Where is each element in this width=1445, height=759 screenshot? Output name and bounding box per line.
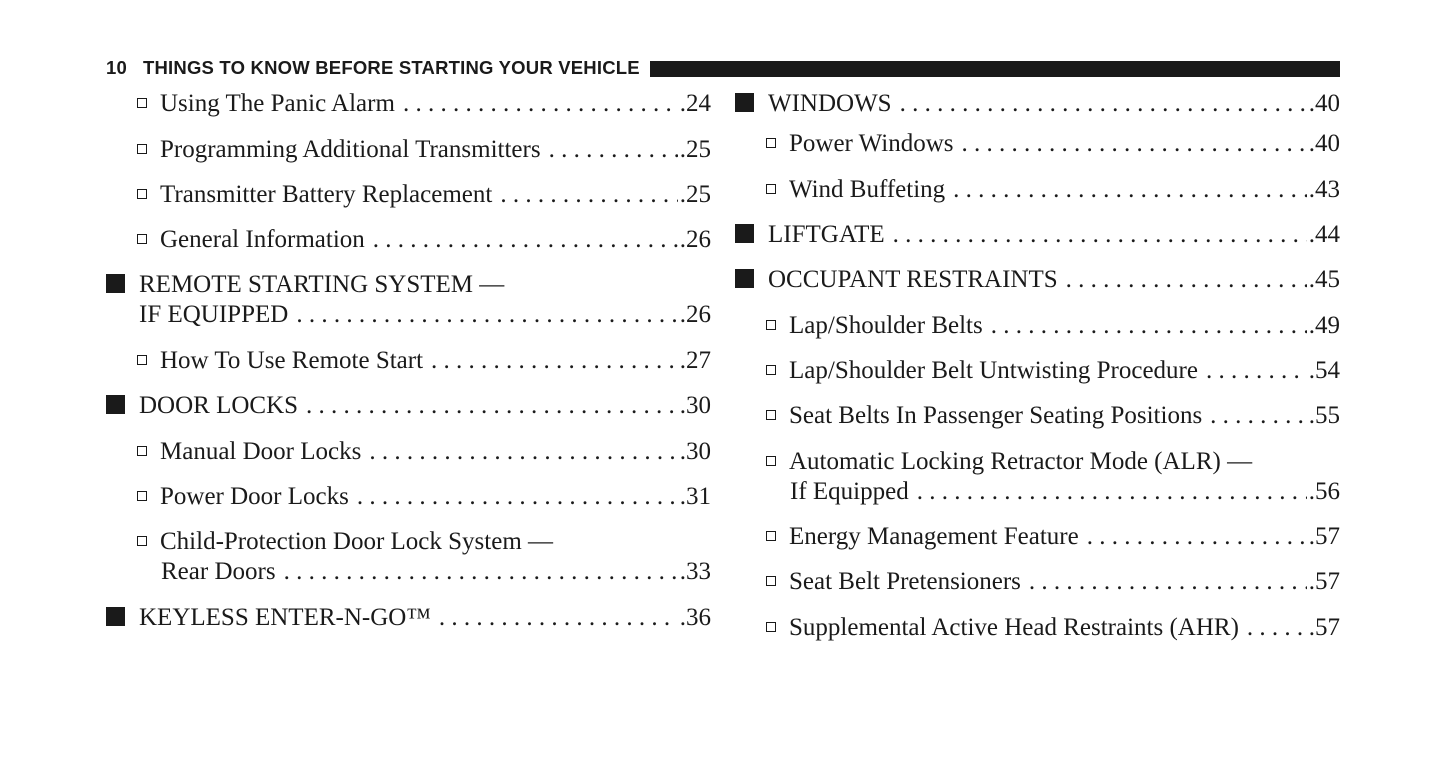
entry-page-number: .57 [1308,568,1340,595]
toc-entry-line [735,568,1340,598]
dot-leader [365,226,678,254]
dot-leader [945,176,1307,204]
dot-leader [1239,614,1307,642]
toc-entry[interactable] [106,181,711,211]
checkbox-bullet-icon [766,320,776,330]
dot-leader [276,558,678,586]
entry-title: Power Windows [789,130,954,157]
page-header [106,57,1340,79]
entry-page-number: .57 [1308,614,1340,641]
toc-entry-line [735,357,1340,387]
toc-entry-line [735,402,1340,432]
toc-entry-line [735,221,1340,251]
entry-title: General Information [160,226,365,253]
entry-page-number: .25 [679,136,711,163]
toc-entry[interactable] [106,226,711,256]
dot-leader [349,483,678,511]
toc-entry[interactable] [735,402,1340,432]
toc-entry-line [106,136,711,166]
toc-entry-line [735,130,1340,160]
toc-entry-line [735,478,1340,508]
dot-leader [431,604,678,632]
entry-page-number: .30 [679,438,711,465]
toc-entry[interactable] [735,448,1340,508]
section-bullet-icon [735,269,754,288]
dot-leader [298,392,678,420]
entry-title: Using The Panic Alarm [160,90,395,117]
toc-entry-line [106,347,711,377]
dot-leader [395,90,678,118]
entry-title: Lap/Shoulder Belts [789,312,983,339]
dot-leader [892,90,1307,118]
toc-entry-line [735,266,1340,296]
toc-entry[interactable] [106,438,711,468]
entry-title: Automatic Locking Retractor Mode (ALR) — [789,448,1253,475]
toc-entry-line [106,558,711,588]
checkbox-bullet-icon [137,446,147,456]
section-bullet-icon [106,274,125,293]
toc-entry[interactable] [106,604,711,634]
dot-leader [983,312,1307,340]
entry-title: DOOR LOCKS [139,392,299,419]
toc-entry[interactable] [735,221,1340,251]
toc-entry[interactable] [106,271,711,331]
toc-entry[interactable] [735,312,1340,342]
checkbox-bullet-icon [137,536,147,546]
entry-page-number: .26 [679,301,711,328]
dot-leader [541,136,678,164]
entry-page-number: .45 [1308,266,1340,293]
toc-entry-line [735,614,1340,644]
dot-leader [1198,357,1307,385]
toc-entry[interactable] [106,347,711,377]
entry-page-number: .26 [679,226,711,253]
entry-title: Wind Buffeting [789,176,946,203]
entry-title: How To Use Remote Start [160,347,424,374]
dot-leader [885,221,1307,249]
dot-leader [1079,523,1307,551]
checkbox-bullet-icon [137,355,147,365]
header-rule-bar [650,61,1340,77]
checkbox-bullet-icon [137,234,147,244]
entry-page-number: .55 [1308,402,1340,429]
toc-entry-line [106,438,711,468]
dot-leader [423,347,678,375]
toc-entry-line [735,448,1340,478]
section-bullet-icon [735,224,754,243]
entry-title-continued: If Equipped [790,478,909,505]
entry-title-continued: IF EQUIPPED [139,301,289,328]
toc-entry[interactable] [106,90,711,120]
checkbox-bullet-icon [137,189,147,199]
checkbox-bullet-icon [766,622,776,632]
checkbox-bullet-icon [137,144,147,154]
dot-leader [492,181,677,209]
entry-page-number: .25 [679,181,711,208]
entry-title-continued: Rear Doors [161,558,276,585]
toc-entry-line [735,312,1340,342]
entry-page-number: .49 [1308,312,1340,339]
toc-entry[interactable] [735,568,1340,598]
checkbox-bullet-icon [766,456,776,466]
dot-leader [1058,266,1307,294]
toc-entry[interactable] [735,523,1340,553]
toc-entry-line [106,392,711,422]
entry-page-number: .27 [679,347,711,374]
entry-title: Power Door Locks [160,483,349,510]
toc-entry-line [106,181,711,211]
toc-entry[interactable] [106,136,711,166]
toc-entry-line [735,90,1340,120]
dot-leader [954,130,1307,158]
entry-page-number: .36 [679,604,711,631]
toc-entry[interactable] [735,357,1340,387]
dot-leader [288,301,677,329]
entry-title: KEYLESS ENTER-N-GO™ [139,604,431,631]
dot-leader [1021,568,1307,596]
toc-entry-line [735,523,1340,553]
toc-entry-line [106,604,711,634]
entry-title: Seat Belt Pretensioners [789,568,1021,595]
entry-title: Transmitter Battery Replacement [160,181,493,208]
toc-entry[interactable] [735,614,1340,644]
checkbox-bullet-icon [766,138,776,148]
entry-page-number: .24 [679,90,711,117]
entry-title: Supplemental Active Head Restraints (AHR) [789,614,1239,641]
toc-entry[interactable] [735,266,1340,296]
entry-page-number: .43 [1308,176,1340,203]
section-bullet-icon [106,395,125,414]
toc-entry-line [106,271,711,301]
checkbox-bullet-icon [766,365,776,375]
entry-title: Programming Additional Transmitters [160,136,541,163]
toc-entry[interactable] [106,483,711,513]
entry-page-number: .33 [679,558,711,585]
checkbox-bullet-icon [137,491,147,501]
section-title: THINGS TO KNOW BEFORE STARTING YOUR VEHICLE [142,57,640,78]
entry-page-number: .30 [679,392,711,419]
page-number: 10 [106,57,127,78]
dot-leader [909,478,1307,506]
entry-page-number: .56 [1308,478,1340,505]
toc-entry[interactable] [735,90,1340,120]
checkbox-bullet-icon [766,410,776,420]
entry-title: Manual Door Locks [160,438,362,465]
entry-title: LIFTGATE [768,221,885,248]
toc-entry-line [106,226,711,256]
entry-title: REMOTE STARTING SYSTEM — [139,271,505,298]
entry-page-number: .40 [1308,90,1340,117]
checkbox-bullet-icon [137,98,147,108]
section-bullet-icon [106,607,125,626]
toc-entry-line [735,176,1340,206]
toc-entry-line [106,301,711,331]
checkbox-bullet-icon [766,576,776,586]
toc-entry[interactable] [735,176,1340,206]
entry-page-number: .57 [1308,523,1340,550]
checkbox-bullet-icon [766,184,776,194]
checkbox-bullet-icon [766,531,776,541]
entry-title: Energy Management Feature [789,523,1079,550]
toc-entry-line [106,483,711,513]
toc-entry-line [106,528,711,558]
entry-title: Lap/Shoulder Belt Untwisting Procedure [789,357,1198,384]
entry-page-number: .44 [1308,221,1340,248]
dot-leader [1202,402,1307,430]
entry-title: WINDOWS [768,90,892,117]
section-bullet-icon [735,93,754,112]
entry-title: Child-Protection Door Lock System — [160,528,554,555]
entry-page-number: .40 [1308,130,1340,157]
entry-page-number: .31 [679,483,711,510]
toc-entry[interactable] [735,130,1340,160]
dot-leader [361,438,677,466]
toc-entry-line [106,90,711,120]
toc-entry[interactable] [106,392,711,422]
entry-title: OCCUPANT RESTRAINTS [768,266,1058,293]
toc-entry[interactable] [106,528,711,588]
entry-title: Seat Belts In Passenger Seating Positions [789,402,1203,429]
entry-page-number: .54 [1308,357,1340,384]
